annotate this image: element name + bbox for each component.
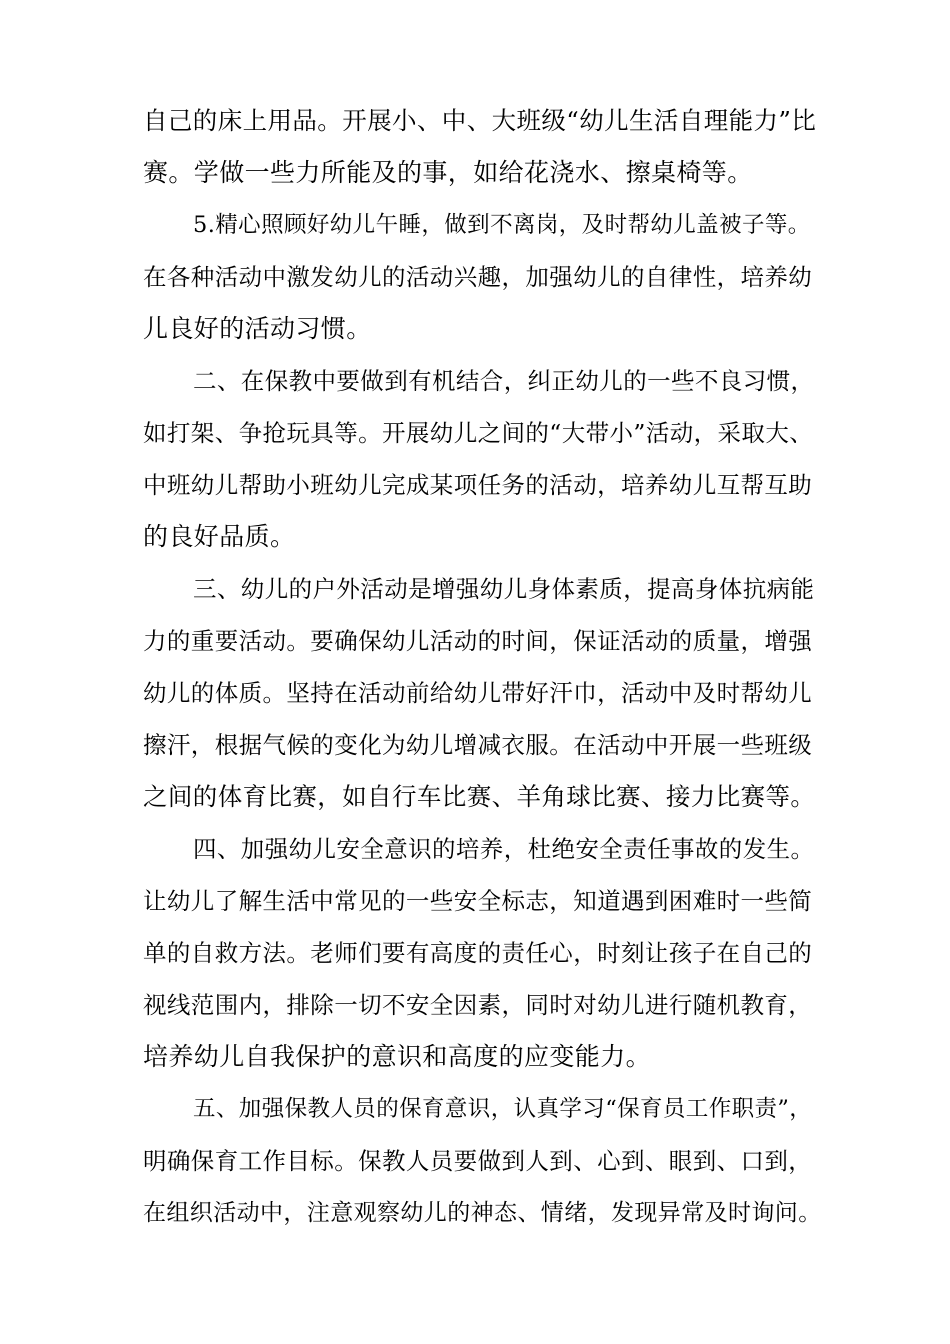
text-line: 单的自救方法。老师们要有高度的责任心，时刻让孩子在自己的 xyxy=(143,939,813,967)
text-line: 自己的床上用品。开展小、中、大班级“幼儿生活自理能力”比 xyxy=(143,106,817,135)
text-line: 让幼儿了解生活中常见的一些安全标志，知道遇到困难时一些简 xyxy=(143,887,813,915)
text-line: 儿良好的活动习惯。 xyxy=(143,314,372,343)
paragraph-start-line: 四、加强幼儿安全意识的培养，杜绝安全责任事故的发生。 xyxy=(193,835,815,863)
paragraph-start-line: 三、幼儿的户外活动是增强幼儿身体素质，提高身体抗病能 xyxy=(193,575,815,603)
text-line: 幼儿的体质。坚持在活动前给幼儿带好汗巾，活动中及时帮幼儿 xyxy=(143,679,813,707)
text-line: 擦汗，根据气候的变化为幼儿增减衣服。在活动中开展一些班级 xyxy=(143,731,813,759)
text-line: 在组织活动中，注意观察幼儿的神态、情绪，发现异常及时询问。 xyxy=(143,1200,822,1226)
document-body xyxy=(143,95,823,1239)
text-line: 之间的体育比赛，如自行车比赛、羊角球比赛、接力比赛等。 xyxy=(143,782,816,811)
text-line: 如打架、争抢玩具等。开展幼儿之间的“大带小”活动，采取大、 xyxy=(143,419,814,447)
text-line: 在各种活动中激发幼儿的活动兴趣，加强幼儿的自律性，培养幼 xyxy=(143,263,813,291)
text-line: 明确保育工作目标。保教人员要做到人到、心到、眼到、口到， xyxy=(143,1147,813,1175)
text-line: 赛。学做一些力所能及的事，如给花浇水、擦桌椅等。 xyxy=(143,158,753,187)
text-line: 培养幼儿自我保护的意识和高度的应变能力。 xyxy=(143,1042,652,1071)
text-line: 力的重要活动。要确保幼儿活动的时间，保证活动的质量，增强 xyxy=(143,627,813,655)
paragraph-start-line: 五、加强保教人员的保育意识，认真学习“保育员工作职责”， xyxy=(193,1096,813,1122)
text-line: 中班幼儿帮助小班幼儿完成某项任务的活动，培养幼儿互帮互助 xyxy=(143,471,813,499)
text-line: 的良好品质。 xyxy=(143,522,296,551)
paragraph-start-line: 5.精心照顾好幼儿午睡，做到不离岗，及时帮幼儿盖被子等。 xyxy=(193,212,811,238)
text-line: 视线范围内，排除一切不安全因素，同时对幼儿进行随机教育， xyxy=(143,991,813,1019)
paragraph-start-line: 二、在保教中要做到有机结合，纠正幼儿的一些不良习惯， xyxy=(193,367,815,395)
